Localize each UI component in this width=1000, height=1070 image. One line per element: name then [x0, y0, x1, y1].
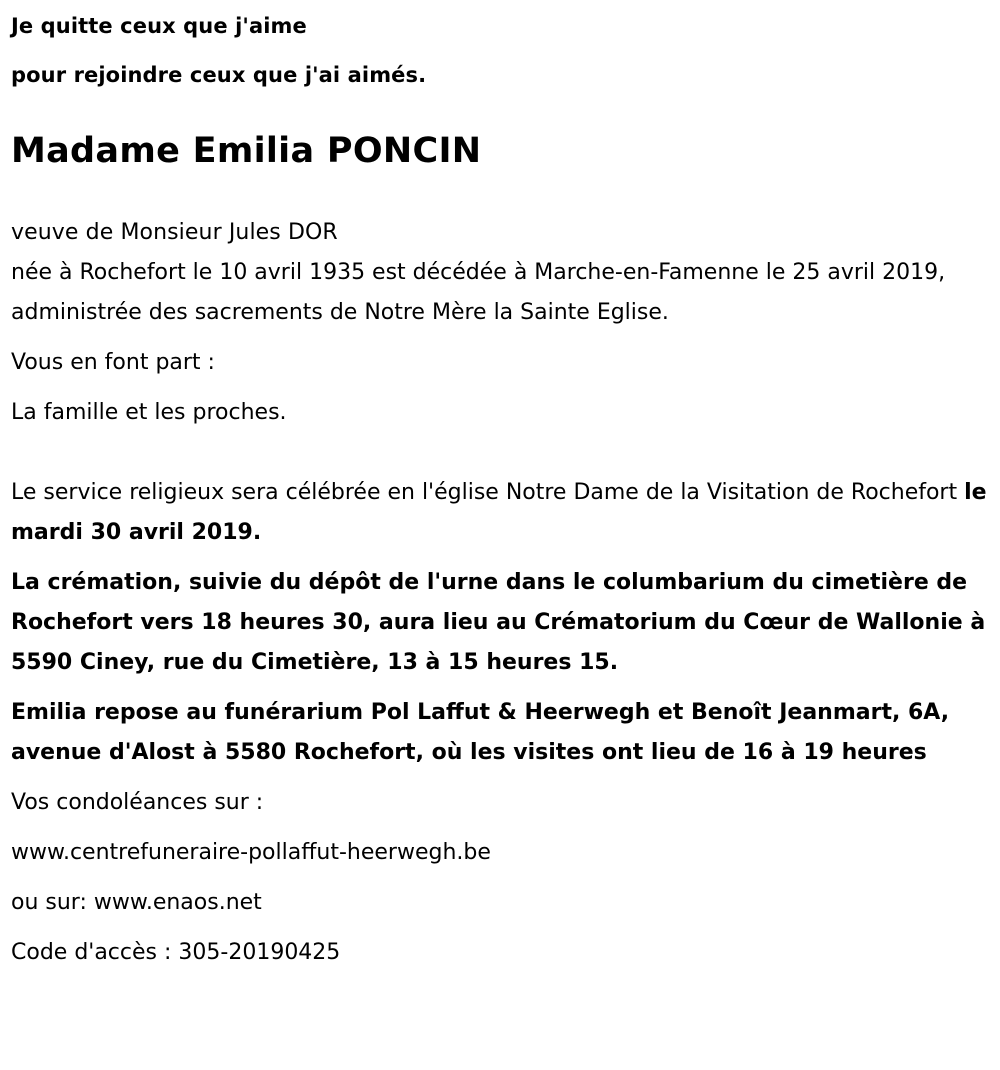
birth-death-details: née à Rochefort le 10 avril 1935 est décédée à Marche-en-Famenne le 25 avril 2019, administrée des sacrements de Notre Mère la Sainte Eglise. [11, 260, 946, 325]
condolences-alt-website[interactable]: ou sur: www.enaos.net [11, 890, 262, 915]
religious-service [11, 473, 990, 553]
condolences-intro: Vos condoléances sur : [11, 790, 264, 815]
epigraph-line-1: Je quitte ceux que j'aime [11, 14, 307, 38]
visitation-details: Emilia repose au funérarium Pol Laffut & Heerwegh et Benoît Jeanmart, 6A, avenue d'Alost à 5580 Rochefort, où les visites ont lieu de 16 à 19 heures [11, 700, 950, 765]
announcers: La famille et les proches. [11, 400, 287, 425]
announcers-intro: Vous en font part : [11, 350, 215, 375]
service-text: Le service religieux sera célébrée en l'église Notre Dame de la Visitation de Rochefort [11, 480, 965, 505]
service-date: le mardi 30 avril 2019. [11, 480, 987, 545]
epigraph-line-2: pour rejoindre ceux que j'ai aimés. [11, 63, 427, 87]
cremation-details: La crémation, suivie du dépôt de l'urne dans le columbarium du cimetière de Rochefort vers 18 heures 30, aura lieu au Crématorium du Cœur de Wallonie à 5590 Ciney, rue du Cimetière, 13 à 15 heures 15. [11, 570, 986, 675]
deceased-name: Madame Emilia PONCIN [11, 131, 482, 171]
access-code: Code d'accès : 305-20190425 [11, 940, 341, 965]
widow-of: veuve de Monsieur Jules DOR [11, 220, 338, 245]
condolences-website[interactable]: www.centrefuneraire-pollaffut-heerwegh.be [11, 840, 491, 865]
